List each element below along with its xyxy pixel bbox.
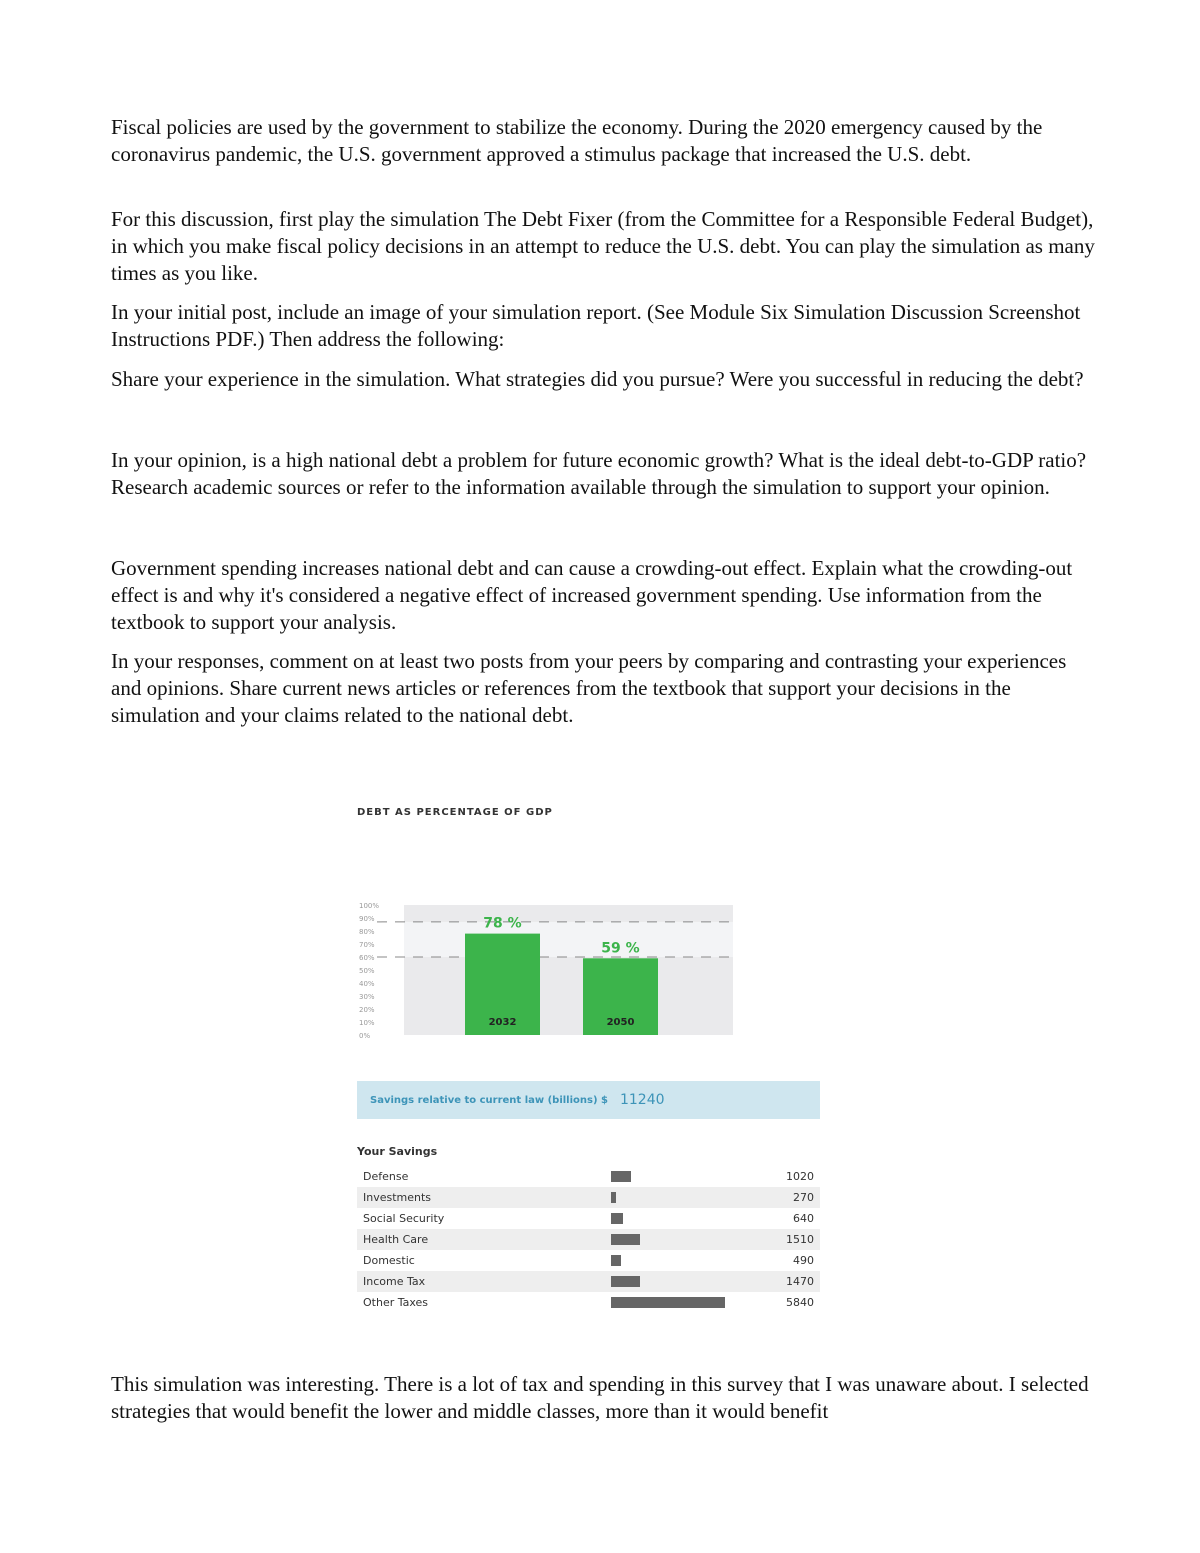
y-tick-label: 50% xyxy=(359,967,375,975)
savings-row-other-taxes xyxy=(357,1292,820,1313)
savings-row-investments xyxy=(357,1187,820,1208)
savings-row-bar xyxy=(611,1255,621,1266)
savings-row-label: Defense xyxy=(363,1170,409,1183)
response-paragraph: This simulation was interesting. There is a lot of tax and spending in this survey that I was unaware about. I selected strategies that would benefit the lower and middle classes, more than it would benefit xyxy=(111,1372,1089,1423)
savings-table xyxy=(357,1166,820,1313)
initial-post-paragraph: In your initial post, include an image of your simulation report. (See Module Six Simulation Discussion Screenshot Instructions PDF.) Then address the following: xyxy=(111,300,1081,351)
savings-row-value: 1470 xyxy=(786,1275,814,1288)
chart-title: DEBT AS PERCENTAGE OF GDP xyxy=(357,807,553,818)
savings-row-label: Investments xyxy=(363,1191,432,1204)
debt-gdp-chart xyxy=(357,900,737,1040)
savings-row-label: Other Taxes xyxy=(363,1296,429,1309)
y-tick-label: 40% xyxy=(359,980,375,988)
savings-summary-value: 11240 xyxy=(619,1092,665,1108)
savings-row-value: 5840 xyxy=(786,1296,814,1309)
chart-target-band xyxy=(404,922,733,957)
savings-row-label: Social Security xyxy=(363,1212,445,1225)
savings-row-bar xyxy=(611,1171,631,1182)
question-crowding-out: Government spending increases national debt and can cause a crowding-out effect. Explain what the crowding-out effect is and why it's considered a negative effect of increased government spending. Use information from the textbook to support your analysis. xyxy=(111,556,1073,634)
y-tick-label: 30% xyxy=(359,993,375,1001)
y-tick-label: 70% xyxy=(359,941,375,949)
savings-row-bar xyxy=(611,1276,640,1287)
savings-row-bar xyxy=(611,1213,623,1224)
savings-row-health-care xyxy=(357,1229,820,1250)
savings-row-label: Income Tax xyxy=(363,1275,426,1288)
question-experience: Share your experience in the simulation. What strategies did you pursue? Were you successful in reducing the debt? xyxy=(111,367,1084,391)
savings-row-bar xyxy=(611,1192,616,1203)
y-tick-label: 10% xyxy=(359,1019,375,1027)
responses-paragraph: In your responses, comment on at least two posts from your peers by comparing and contrasting your experiences and opinions. Share current news articles or references from the textbook that support your decisions in the simulation and your claims related to the national debt. xyxy=(111,649,1067,727)
y-tick-label: 90% xyxy=(359,915,375,923)
savings-summary-bar xyxy=(357,1081,820,1119)
intro-paragraph: Fiscal policies are used by the government to stabilize the economy. During the 2020 emergency caused by the coronavirus pandemic, the U.S. government approved a stimulus package that increased the U.S. debt. xyxy=(111,115,1043,166)
bar-category-label: 2050 xyxy=(606,1017,635,1028)
instructions-paragraph: For this discussion, first play the simulation The Debt Fixer (from the Committee for a Responsible Federal Budget), in which you make fiscal policy decisions in an attempt to reduce the U.S. debt. You can play the simulation as many times as you like. xyxy=(111,207,1095,285)
y-tick-label: 20% xyxy=(359,1006,375,1014)
savings-row-label: Domestic xyxy=(363,1254,415,1267)
bar-value-label: 59 % xyxy=(601,940,640,957)
y-tick-label: 60% xyxy=(359,954,375,962)
savings-row-label: Health Care xyxy=(363,1233,429,1246)
y-tick-label: 100% xyxy=(359,902,380,910)
savings-row-value: 490 xyxy=(793,1254,814,1267)
savings-summary-label: Savings relative to current law (billions) $ xyxy=(370,1094,608,1106)
savings-row-bar xyxy=(611,1234,640,1245)
savings-row-income-tax xyxy=(357,1271,820,1292)
savings-row-value: 640 xyxy=(793,1212,814,1225)
your-savings-heading: Your Savings xyxy=(357,1145,438,1158)
savings-row-value: 1510 xyxy=(786,1233,814,1246)
savings-row-defense xyxy=(357,1166,820,1187)
savings-row-domestic xyxy=(357,1250,820,1271)
bar-value-label: 78 % xyxy=(483,915,522,932)
savings-row-value: 270 xyxy=(793,1191,814,1204)
question-national-debt: In your opinion, is a high national debt a problem for future economic growth? What is the ideal debt-to-GDP ratio? Research academic sources or refer to the information available through the simulation to support your opinion. xyxy=(111,448,1087,499)
y-tick-label: 80% xyxy=(359,928,375,936)
bar-category-label: 2032 xyxy=(488,1017,517,1028)
savings-row-value: 1020 xyxy=(786,1170,814,1183)
savings-row-social-security xyxy=(357,1208,820,1229)
savings-row-bar xyxy=(611,1297,725,1308)
y-tick-label: 0% xyxy=(359,1032,371,1040)
